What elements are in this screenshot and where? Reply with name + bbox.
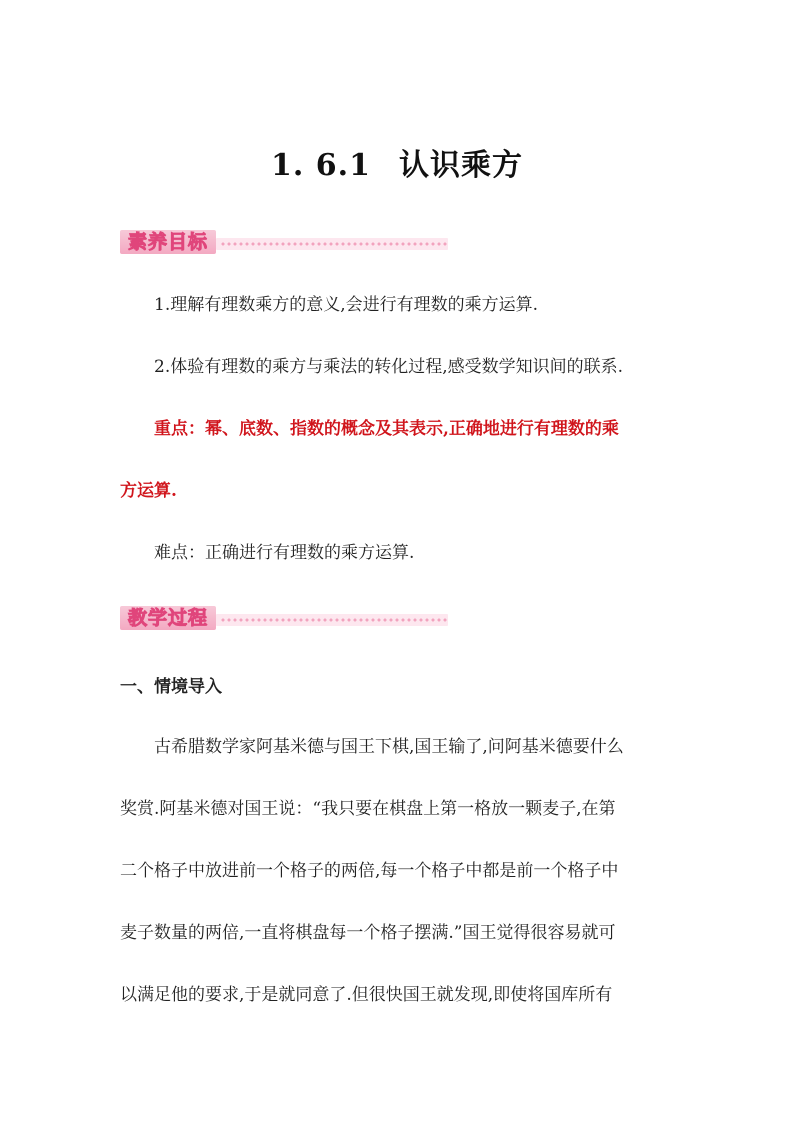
banner-dotted-line (220, 617, 448, 623)
goal-item: 2.体验有理数的乘方与乘法的转化过程,感受数学知识间的联系. (154, 357, 624, 377)
banner-dotted-line (220, 241, 448, 247)
goal-item: 1.理解有理数乘方的意义,会进行有理数的乘方运算. (154, 295, 539, 315)
section-banner-process (120, 604, 448, 634)
story-line: 古希腊数学家阿基米德与国王下棋,国王输了,问阿基米德要什么 (154, 737, 624, 757)
key-point-line: 重点：幂、底数、指数的概念及其表示,正确地进行有理数的乘 (154, 419, 619, 439)
story-line: 二个格子中放进前一个格子的两倍,每一个格子中都是前一个格子中 (120, 861, 619, 881)
story-line: 以满足他的要求,于是就同意了.但很快国王就发现,即使将国库所有 (120, 985, 613, 1005)
section-banner-goals (120, 228, 448, 258)
story-line: 麦子数量的两倍,一直将棋盘每一个格子摆满.”国王觉得很容易就可 (120, 923, 616, 943)
section-number: 1. 6.1 (271, 148, 371, 183)
banner-label: 素养目标 (120, 230, 216, 254)
page-title (0, 140, 794, 184)
key-point-line: 方运算. (120, 481, 177, 501)
story-line: 奖赏.阿基米德对国王说：“我只要在棋盘上第一格放一颗麦子,在第 (120, 799, 616, 819)
section-title: 认识乘方 (398, 148, 523, 183)
banner-label: 教学过程 (120, 606, 216, 630)
difficulty-point: 难点：正确进行有理数的乘方运算. (154, 543, 415, 563)
subheading: 一、情境导入 (120, 677, 222, 697)
